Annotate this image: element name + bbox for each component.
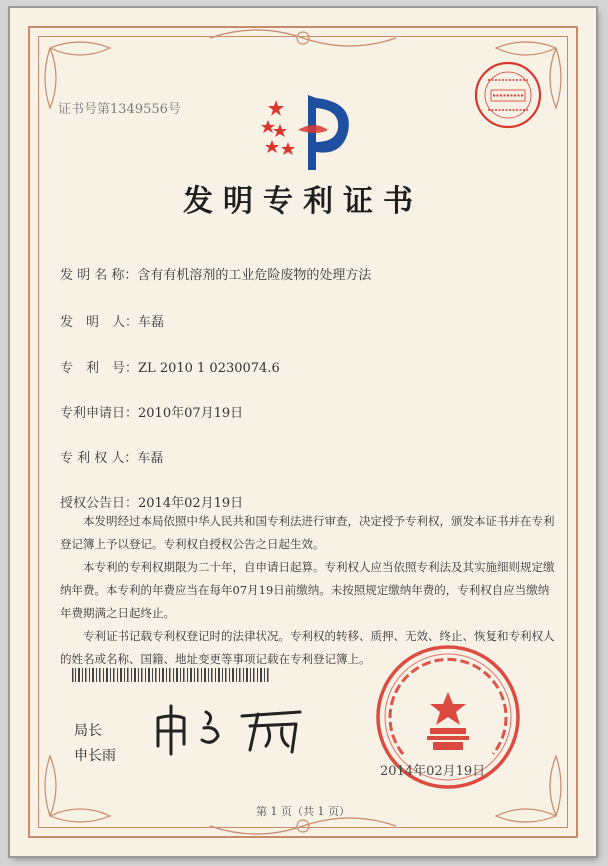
barcode	[72, 668, 272, 682]
body-paragraph: 本专利的专利权期限为二十年，自申请日起算。专利权人应当依照专利法及其实施细则规定缴纳年费。本专利的年费应当在每年07月19日前缴纳。未按照规定缴纳年费的，专利权自应当缴纳年费期满之日起终止。	[60, 560, 555, 620]
body-paragraph: 本发明经过本局依照中华人民共和国专利法进行审查，决定授予专利权，颁发本证书并在专利登记簿上予以登记。专利权自授权公告之日起生效。	[60, 514, 555, 551]
field-label: 专利申请日：	[60, 406, 139, 421]
field-label: 专 利 号：	[60, 361, 139, 376]
field-label: 授权公告日：	[60, 496, 139, 511]
field-value: 含有有机溶剂的工业危险废物的处理方法	[137, 268, 372, 283]
field-value: 2010年07月19日	[138, 406, 244, 421]
certificate-page	[10, 8, 596, 856]
field-inventor	[60, 311, 164, 330]
body-paragraph: 专利证书记载专利权登记时的法律状况。专利权的转移、质押、无效、终止、恢复和专利权人的姓名或名称、国籍、地址变更等事项记载在专利登记簿上。	[60, 629, 555, 666]
handwritten-signature	[150, 698, 320, 758]
signatory-name: 申长雨	[74, 748, 116, 764]
field-application-date	[60, 402, 243, 421]
tax-seal-small	[473, 60, 543, 130]
certificate-title: 发明专利证书	[183, 184, 423, 219]
field-value: 车磊	[137, 451, 164, 466]
certificate-number: 证书号第1349556号	[58, 102, 181, 117]
field-value: ZL 2010 1 0230074.6	[138, 361, 280, 376]
sipo-logo	[258, 90, 358, 180]
field-label: 专 利 权 人：	[60, 451, 138, 466]
field-invention-name	[60, 264, 371, 283]
field-patentee	[60, 447, 163, 466]
field-value: 2014年02月19日	[138, 496, 244, 511]
field-patent-number	[60, 357, 280, 376]
field-label: 发 明 人：	[60, 315, 139, 330]
signatory-title: 局长	[74, 723, 102, 739]
page-number: 第 1 页（共 1 页）	[256, 805, 350, 818]
field-label: 发 明 名 称：	[60, 268, 138, 283]
field-grant-date	[60, 492, 243, 511]
field-value: 车磊	[138, 315, 165, 330]
seal-date: 2014年02月19日	[380, 764, 486, 779]
